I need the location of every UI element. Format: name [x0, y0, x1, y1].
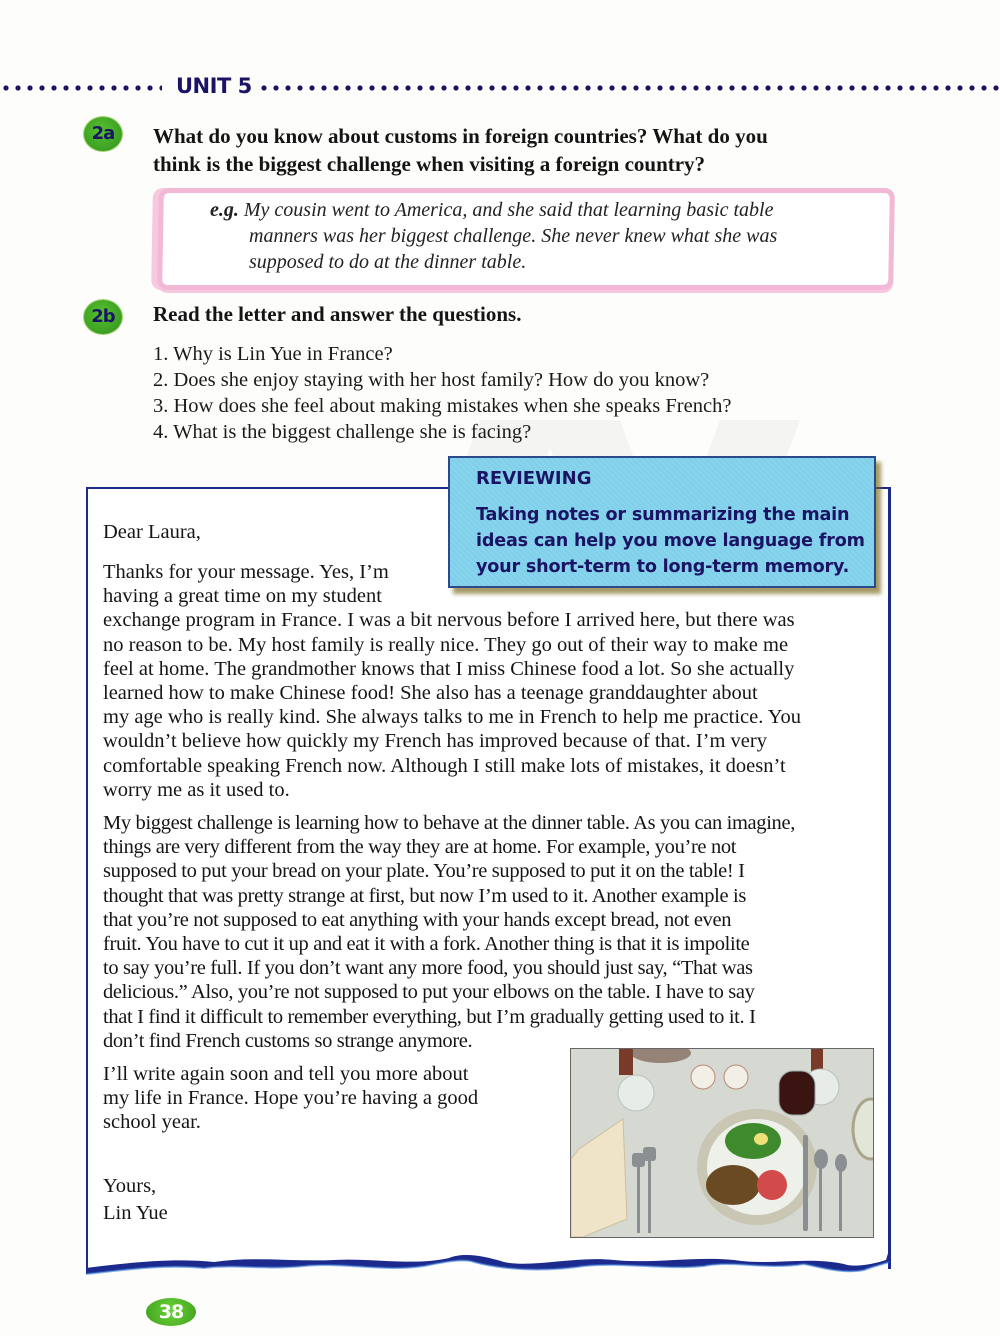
wine-glass [779, 1071, 815, 1115]
letter-line: thought that was pretty strange at first, but now I’m used to it. Another example is [103, 884, 746, 907]
exercise-2a-question [153, 122, 893, 178]
tip-line: Taking notes or summarizing the main [476, 505, 850, 525]
exercise-badge-2b: 2b [84, 300, 122, 334]
letter-line: exchange program in France. I was a bit nervous before I arrived here, but there was [103, 609, 795, 632]
letter-line: things are very different from the way they are at home. For example, you’re not [103, 836, 737, 859]
salad [725, 1123, 781, 1159]
letter-line: wouldn’t believe how quickly my French has improved because of that. I’m very [103, 730, 767, 753]
letter-greeting: Dear Laura, [103, 521, 201, 543]
letter-line: feel at home. The grandmother knows that I miss Chinese food a lot. So she actually [103, 657, 795, 680]
question-item: 1. Why is Lin Yue in France? [153, 343, 393, 365]
closing: Yours, [103, 1175, 157, 1197]
tip-line: your short-term to long-term memory. [476, 557, 850, 577]
unit-header [0, 74, 1000, 102]
letter-closing [103, 1173, 168, 1227]
question-line: What do you know about customs in foreign countries? What do you [153, 124, 768, 148]
letter-line: fruit. You have to cut it up and eat it with a fork. Another thing is that it is impolite [103, 933, 750, 956]
table-setting-photo [570, 1048, 874, 1238]
letter-line: my life in France. Hope you’re having a good [103, 1087, 479, 1110]
letter-line: supposed to put your bread on your plate. You’re supposed to put it on the table! I [103, 860, 745, 883]
letter-line: learned how to make Chinese food! She also has a teenage granddaughter about [103, 682, 758, 705]
example-line: manners was her biggest challenge. She never knew what she was [249, 225, 778, 247]
question-line: think is the biggest challenge when visiting a foreign country? [153, 152, 706, 176]
signature: Lin Yue [103, 1202, 168, 1224]
letter-line: comfortable speaking French now. Although I still make lots of mistakes, it doesn’t [103, 754, 786, 777]
dotted-rule-right [258, 84, 1000, 92]
example-line: supposed to do at the dinner table. [249, 251, 527, 273]
question-item: 2. Does she enjoy staying with her host family? How do you know? [153, 369, 710, 391]
question-item: 4. What is the biggest challenge she is facing? [153, 421, 532, 443]
pepper-shaker [724, 1065, 748, 1089]
letter-line: to say you’re full. If you don’t want any more food, you should just say, “That was [103, 957, 753, 980]
letter-paragraph-2 [103, 811, 883, 1053]
letter-line: having a great time on my student [103, 585, 382, 608]
page-number: 38 [146, 1298, 196, 1326]
letter-line: worry me as it used to. [103, 778, 290, 801]
meat [706, 1165, 760, 1205]
letter-line: delicious.” Also, you’re not supposed to put your elbows on the table. I have to say [103, 981, 755, 1004]
example-line: My cousin went to America, and she said that learning basic table [243, 199, 774, 221]
exercise-2b-instruction: Read the letter and answer the questions. [153, 302, 522, 326]
letter-line: my age who is really kind. She always talks to me in French to help me practice. You [103, 706, 802, 729]
letter-line: My biggest challenge is learning how to behave at the dinner table. As you can imagine, [103, 812, 795, 834]
letter-line: school year. [103, 1111, 201, 1134]
salt-shaker [691, 1065, 715, 1089]
question-list [153, 341, 731, 445]
letter-line: don’t find French customs so strange anymore. [103, 1029, 473, 1052]
letter-paragraph-3 [103, 1062, 553, 1135]
glass [618, 1075, 654, 1111]
letter-line: that you’re not supposed to eat anything with your hands except bread, not even [103, 908, 732, 931]
tip-title: REVIEWING [476, 468, 592, 489]
exercise-badge-2a: 2a [84, 117, 122, 151]
example-text [210, 197, 870, 275]
letter-line: Thanks for your message. Yes, I’m [103, 561, 389, 583]
tomato [757, 1170, 787, 1200]
unit-title: UNIT 5 [176, 74, 252, 98]
dotted-rule-left [0, 84, 162, 92]
example-label: e.g. [210, 199, 239, 221]
letter-line: I’ll write again soon and tell you more about [103, 1063, 469, 1085]
candle [619, 1049, 633, 1075]
letter-line: that I find it difficult to remember everything, but I’m gradually getting used to it. I [103, 1005, 756, 1028]
tip-line: ideas can help you move language from [476, 531, 865, 551]
question-item: 3. How does she feel about making mistakes when she speaks French? [153, 395, 732, 417]
letter-paragraph-1 [103, 560, 883, 802]
torn-paper-edge [84, 1250, 892, 1280]
letter-line: no reason to be. My host family is really nice. They go out of their way to make me [103, 633, 789, 656]
